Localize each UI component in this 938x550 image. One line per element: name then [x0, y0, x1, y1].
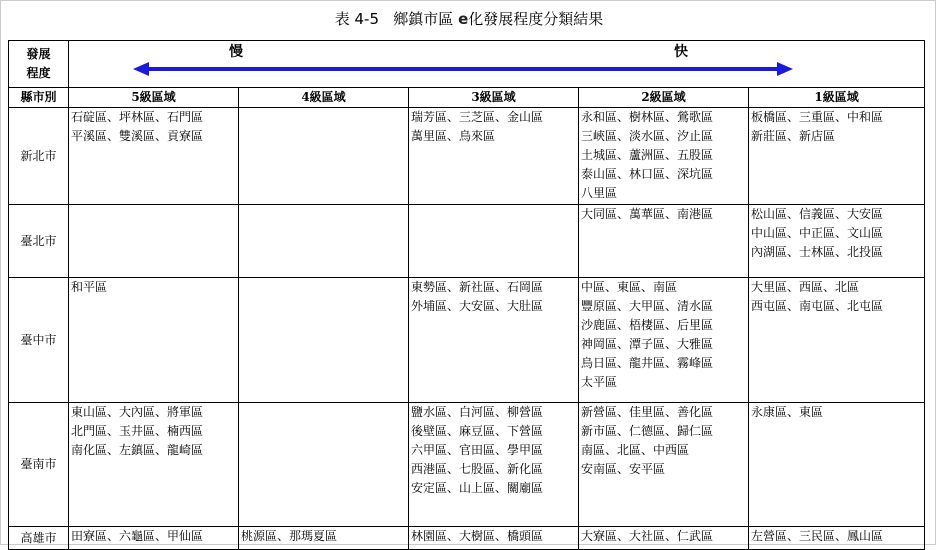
district-cell: [239, 403, 409, 527]
level-5-header: 5級區域: [69, 88, 239, 108]
level-2-header: 2級區域: [579, 88, 749, 108]
district-cell: 桃源區、那瑪夏區: [239, 527, 409, 550]
table-row: [9, 108, 925, 205]
county-name: 臺南市: [9, 403, 69, 527]
caption-number: 4-5: [354, 10, 379, 28]
district-cell: 大寮區、大社區、仁武區: [579, 527, 749, 550]
county-name: 新北市: [9, 108, 69, 205]
district-cell: 松山區、信義區、大安區 中山區、中正區、文山區 內湖區、士林區、北投區: [749, 205, 925, 278]
county-header: 縣市別: [9, 88, 69, 108]
district-cell: 林園區、大樹區、橋頭區: [409, 527, 579, 550]
county-name: 高雄市: [9, 527, 69, 550]
speed-scale: [69, 41, 925, 88]
caption-text-before-e: 鄉鎮市區: [393, 10, 454, 28]
table-row: [9, 527, 925, 550]
district-cell: 永康區、東區: [749, 403, 925, 527]
district-cell: 左營區、三民區、鳳山區: [749, 527, 925, 550]
dev-level-header: [9, 41, 69, 88]
district-cell: 瑞芳區、三芝區、金山區 萬里區、烏來區: [409, 108, 579, 205]
district-cell: 永和區、樹林區、鶯歌區 三峽區、淡水區、汐止區 土城區、蘆洲區、五股區 泰山區、林口區、深坑區 八里區: [579, 108, 749, 205]
table-body: [9, 108, 925, 550]
level-4-header: 4級區域: [239, 88, 409, 108]
district-cell: 和平區: [69, 278, 239, 403]
double-arrow-icon: [133, 61, 793, 77]
table-row: [9, 403, 925, 527]
level-3-header: 3級區域: [409, 88, 579, 108]
speed-header-row: [9, 41, 925, 88]
county-name: 臺北市: [9, 205, 69, 278]
district-cell: 新營區、佳里區、善化區 新市區、仁德區、歸仁區 南區、北區、中西區 安南區、安平區: [579, 403, 749, 527]
district-cell: [239, 205, 409, 278]
level-1-header: 1級區域: [749, 88, 925, 108]
caption-text-after-e: 化發展程度分類結果: [468, 10, 604, 28]
district-cell: [69, 205, 239, 278]
dev-level-label: 發展 程度: [26, 47, 51, 80]
district-cell: [239, 108, 409, 205]
caption-e: e: [458, 10, 469, 28]
table-row: [9, 278, 925, 403]
district-cell: 板橋區、三重區、中和區 新莊區、新店區: [749, 108, 925, 205]
district-cell: 田寮區、六龜區、甲仙區: [69, 527, 239, 550]
slow-label: 慢: [229, 44, 243, 60]
district-cell: [409, 205, 579, 278]
table-row: [9, 205, 925, 278]
county-name: 臺中市: [9, 278, 69, 403]
fast-label: 快: [674, 44, 688, 60]
table-caption: [0, 8, 938, 29]
district-cell: 東山區、大內區、將軍區 北門區、玉井區、楠西區 南化區、左鎮區、龍崎區: [69, 403, 239, 527]
district-cell: 石碇區、坪林區、石門區 平溪區、雙溪區、貢寮區: [69, 108, 239, 205]
district-cell: 東勢區、新社區、石岡區 外埔區、大安區、大肚區: [409, 278, 579, 403]
classification-table: [8, 40, 925, 550]
district-cell: [239, 278, 409, 403]
district-cell: 鹽水區、白河區、柳營區 後壁區、麻豆區、下營區 六甲區、官田區、學甲區 西港區、七股區、新化區 安定區、山上區、關廟區: [409, 403, 579, 527]
caption-prefix: 表: [334, 10, 350, 28]
district-cell: 大里區、西區、北區 西屯區、南屯區、北屯區: [749, 278, 925, 403]
district-cell: 中區、東區、南區 豐原區、大甲區、清水區 沙鹿區、梧棲區、后里區 神岡區、潭子區、大雅區 烏日區、龍井區、霧峰區 太平區: [579, 278, 749, 403]
district-cell: 大同區、萬華區、南港區: [579, 205, 749, 278]
level-header-row: [9, 88, 925, 108]
